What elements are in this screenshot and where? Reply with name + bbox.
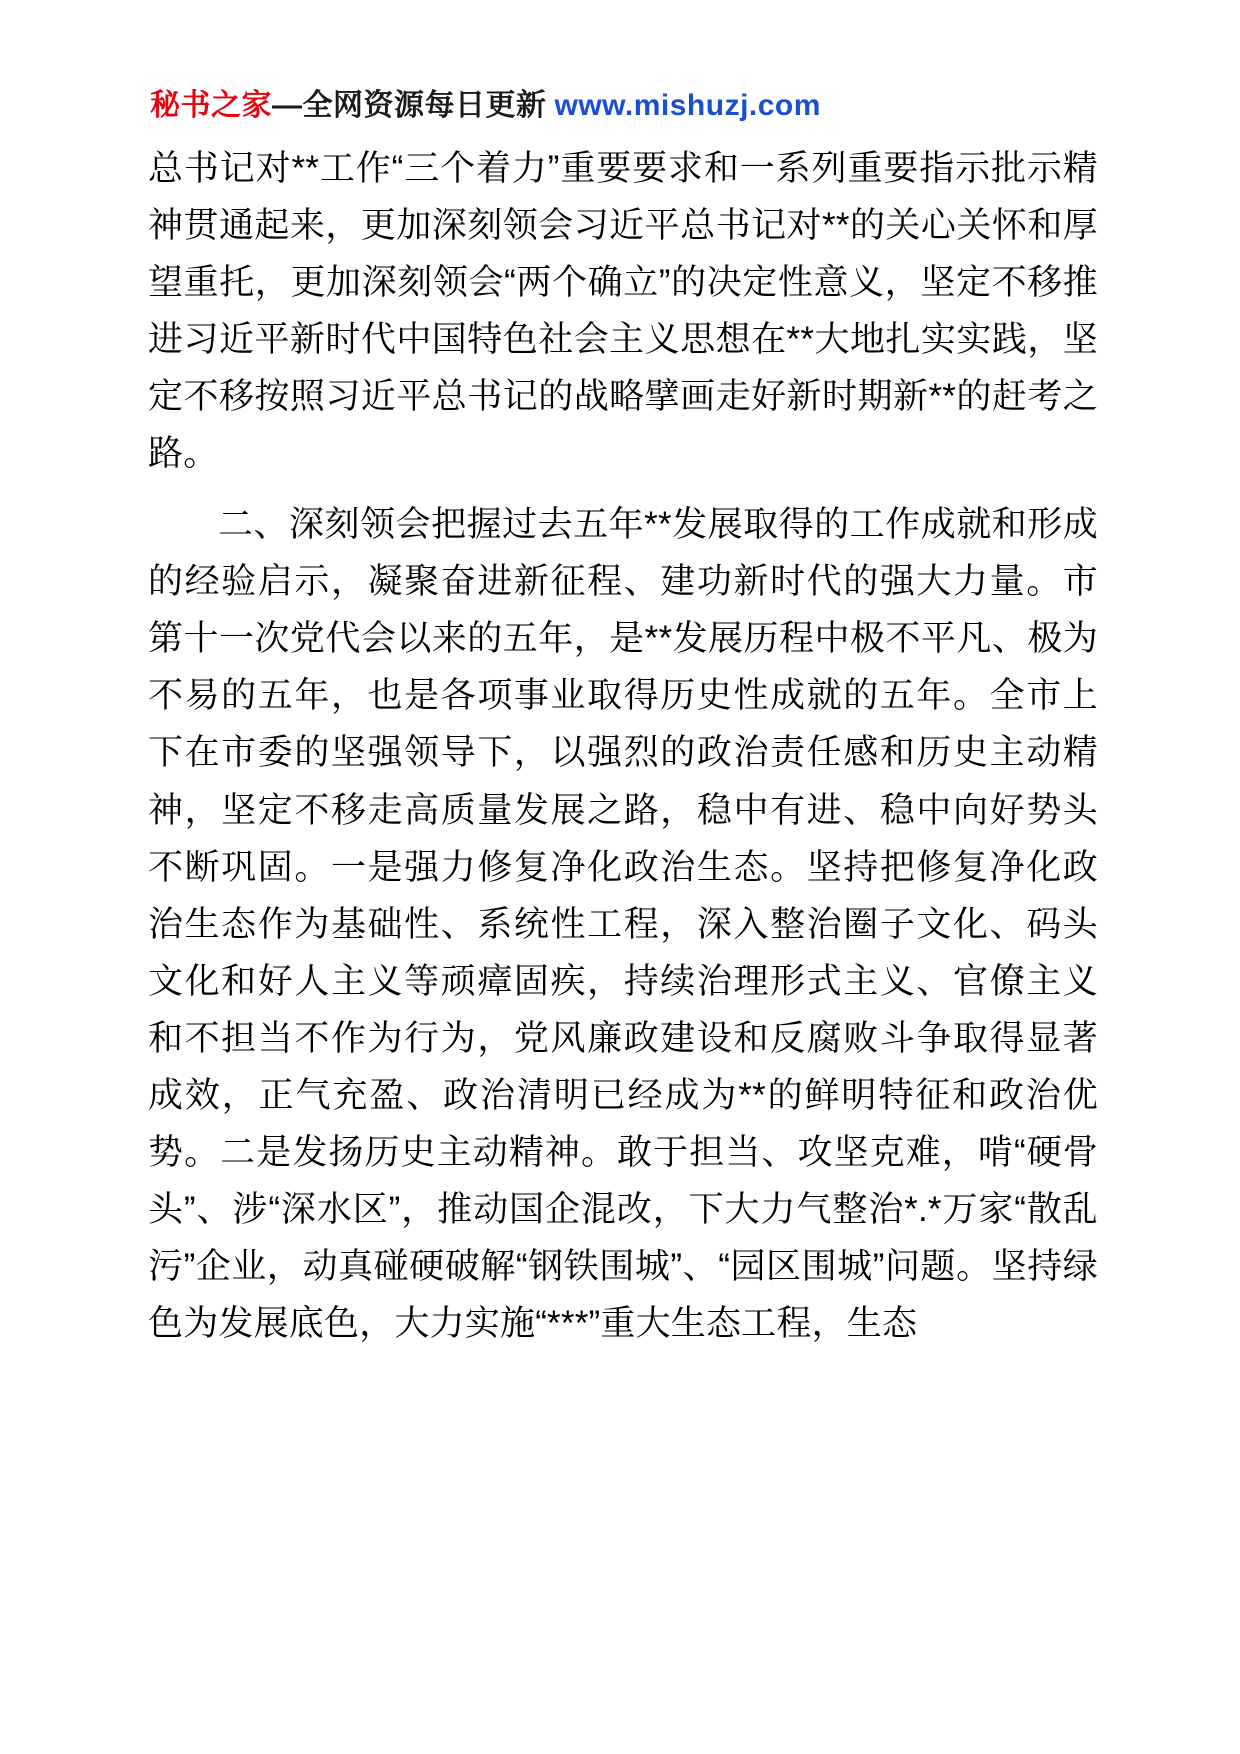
watermark-url[interactable]: www.mishuzj.com bbox=[554, 89, 821, 122]
paragraph-1: 总书记对**工作“三个着力”重要要求和一系列重要指示批示精神贯通起来，更加深刻领会习近平总书记对**的关心关怀和厚望重托，更加深刻领会“两个确立”的决定性意义，坚定不移推进习近平新时代中国特色社会主义思想在**大地扎实实践，坚定不移按照习近平总书记的战略擘画走好新时期新**的赶考之路。 bbox=[148, 149, 1098, 474]
document-text-body bbox=[148, 140, 1098, 1354]
watermark-banner bbox=[150, 88, 1090, 124]
watermark-brand: 秘书之家 bbox=[150, 89, 272, 122]
watermark-dash: — bbox=[272, 89, 303, 122]
paragraph-2: 二、深刻领会把握过去五年**发展取得的工作成就和形成的经验启示，凝聚奋进新征程、建功新时代的强大力量。市第十一次党代会以来的五年，是**发展历程中极不平凡、极为不易的五年，也是各项事业取得历史性成就的五年。全市上下在市委的坚强领导下，以强烈的政治责任感和历史主动精神，坚定不移走高质量发展之路，稳中有进、稳中向好势头不断巩固。一是强力修复净化政治生态。坚持把修复净化政治生态作为基础性、系统性工程，深入整治圈子文化、码头文化和好人主义等顽瘴固疾，持续治理形式主义、官僚主义和不担当不作为行为，党风廉政建设和反腐败斗争取得显著成效，正气充盈、政治清明已经成为**的鲜明特征和政治优势。二是发扬历史主动精神。敢于担当、攻坚克难，啃“硬骨头”、涉“深水区”，推动国企混改，下大力气整治*.*万家“散乱污”企业，动真碰硬破解“钢铁围城”、“园区围城”问题。坚持绿色为发展底色，大力实施“***”重大生态工程，生态 bbox=[148, 505, 1098, 1343]
watermark-tagline: 全网资源每日更新 bbox=[302, 89, 547, 122]
